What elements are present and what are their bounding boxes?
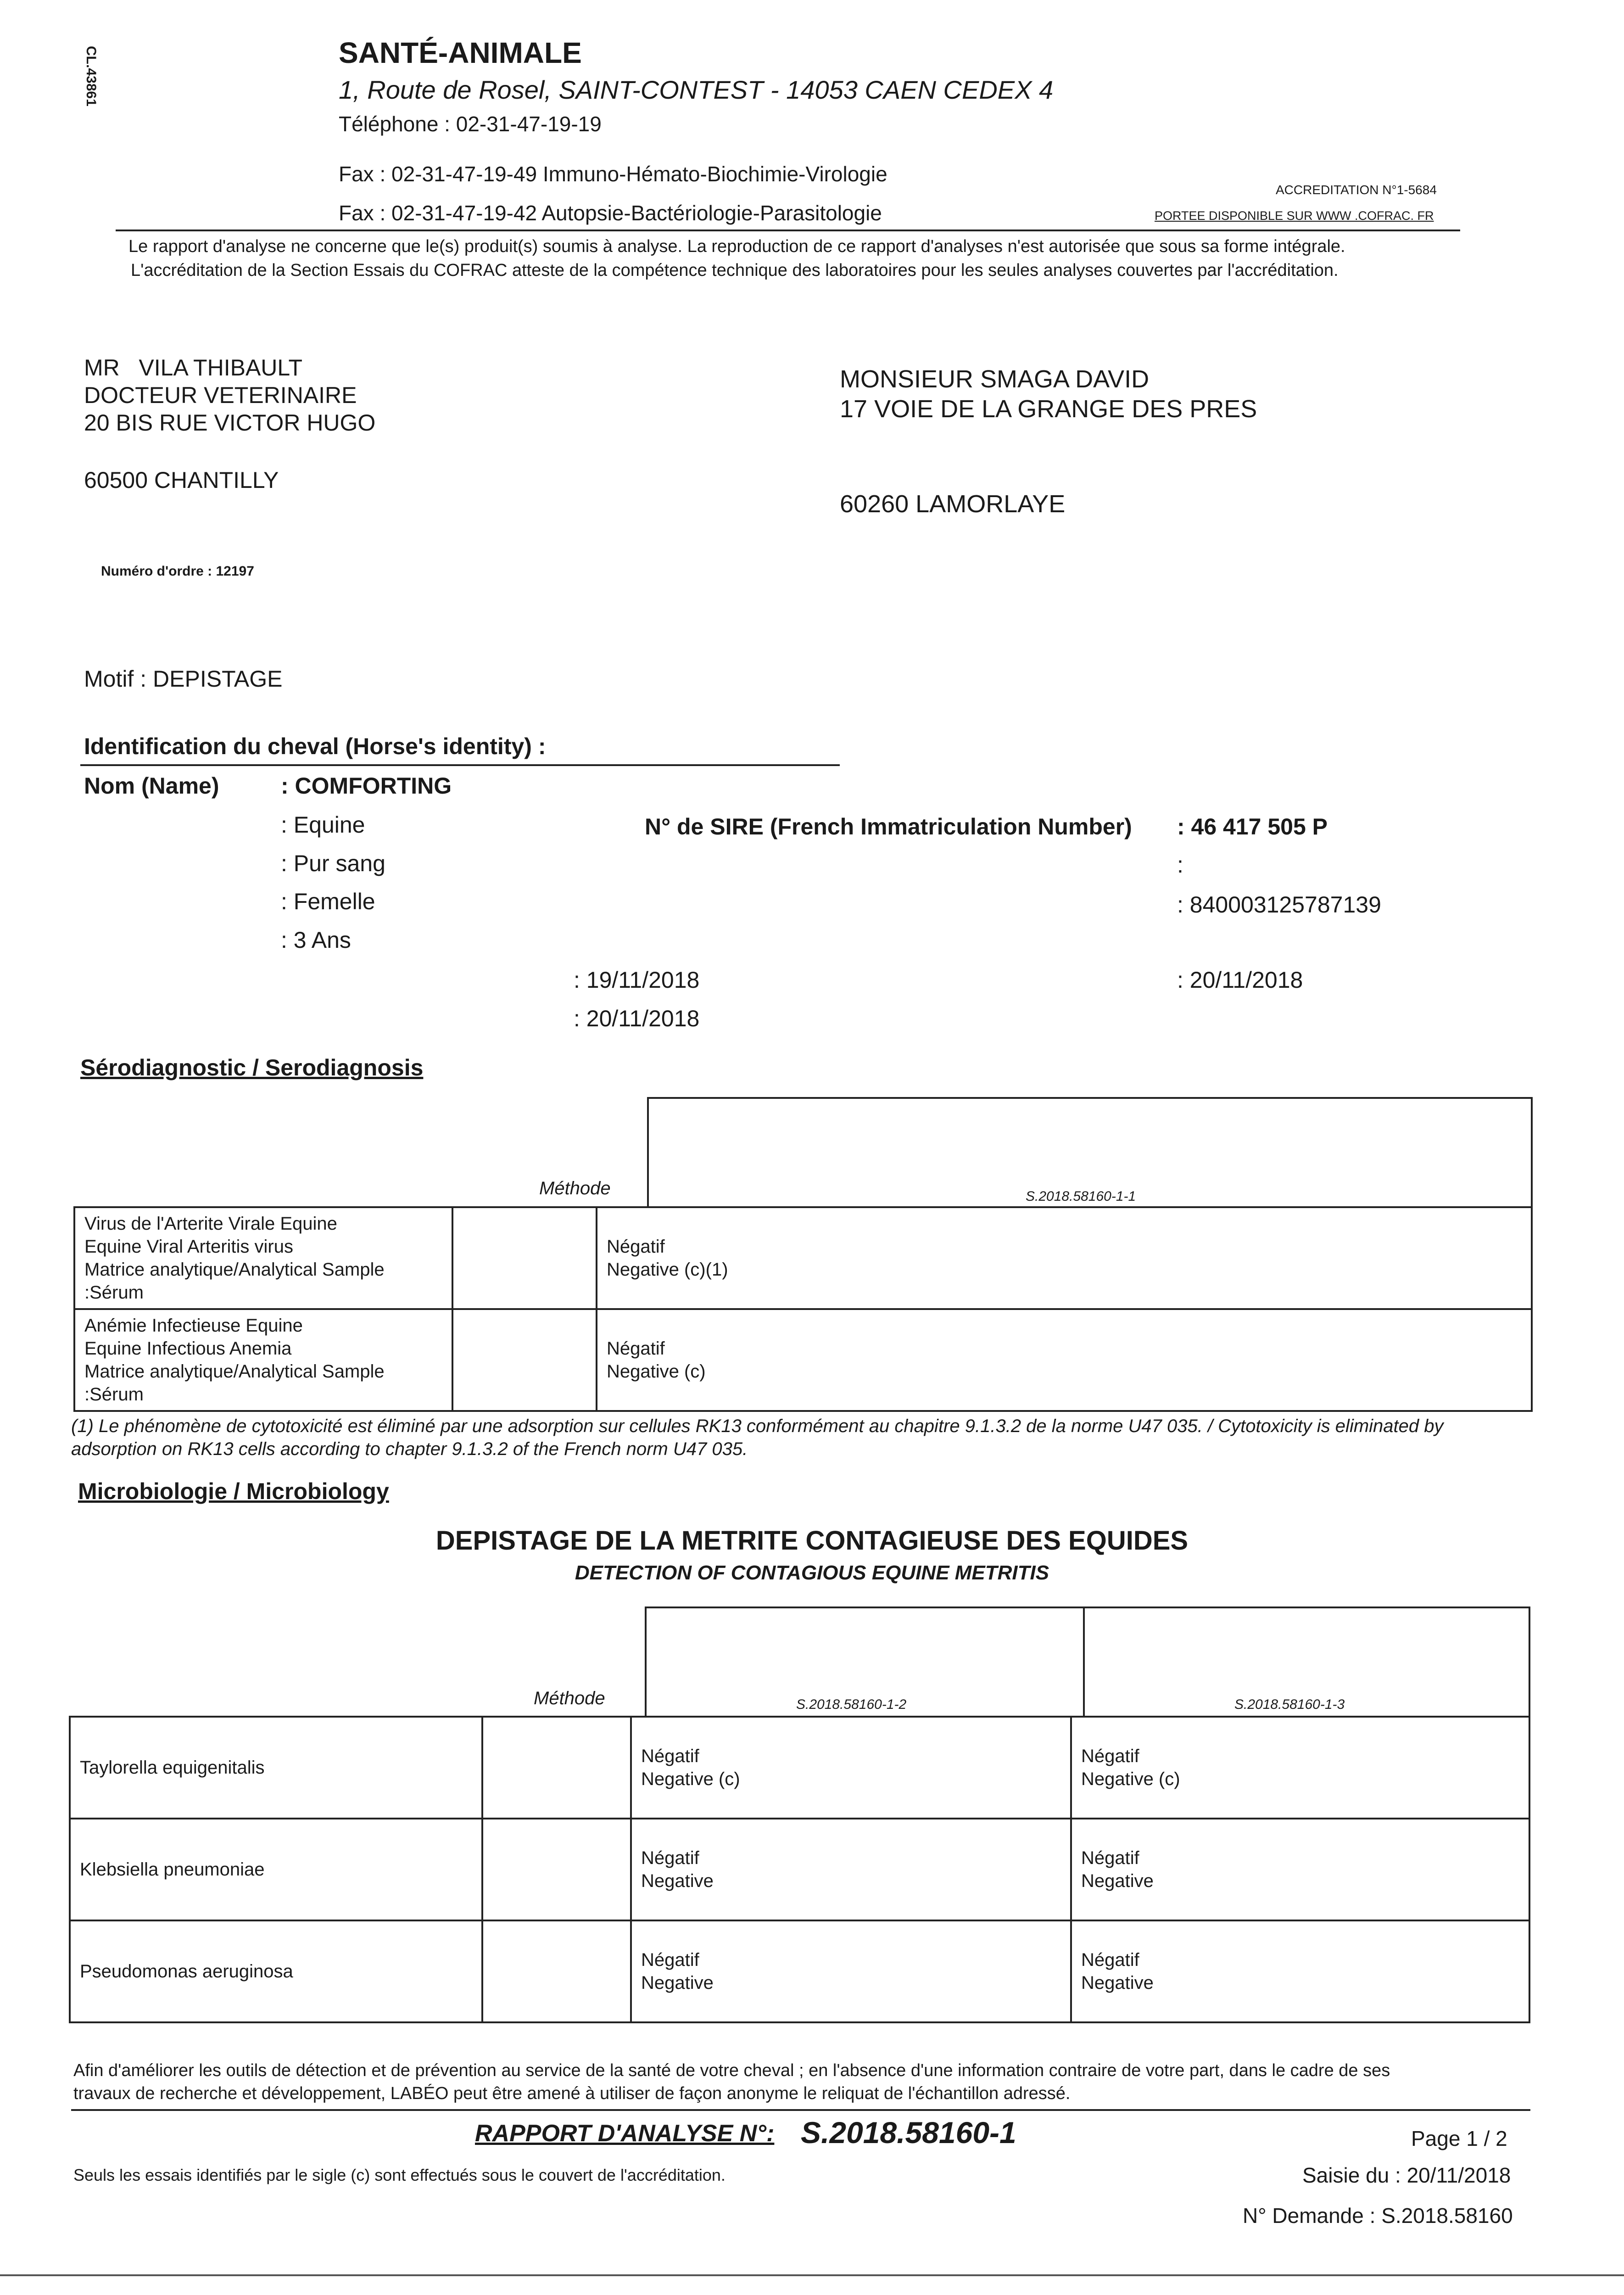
result-en: Negative (c)(1) xyxy=(607,1259,728,1280)
serology-sample-id: S.2018.58160-1-1 xyxy=(1026,1189,1136,1204)
micro-table xyxy=(69,1716,1530,2023)
result-fr: Négatif xyxy=(641,1746,699,1766)
lab-name: SANTÉ-ANIMALE xyxy=(339,36,582,69)
disclaimer-line-2: L'accréditation de la Section Essais du COFRAC atteste de la compétence technique des laboratoires pour les seules analyses couvertes par l'accréditation. xyxy=(131,261,1339,280)
micro-header-left xyxy=(645,1606,647,1717)
horse-breed: : Pur sang xyxy=(281,851,385,876)
method-cell xyxy=(482,1717,631,1819)
owner-city: 60260 LAMORLAYE xyxy=(840,490,1066,518)
table-row xyxy=(70,1920,1529,2022)
vet-street: 20 BIS RUE VICTOR HUGO xyxy=(84,410,376,436)
horse-name-label: Nom (Name) xyxy=(84,773,219,799)
date-reception: : 20/11/2018 xyxy=(574,1006,700,1031)
serology-header-top xyxy=(647,1097,1533,1099)
lab-fax-1: Fax : 02-31-47-19-49 Immuno-Hémato-Biochimie-Virologie xyxy=(339,162,887,186)
lab-fax-2: Fax : 02-31-47-19-42 Autopsie-Bactériologie-Parasitologie xyxy=(339,201,882,225)
page-number: Page 1 / 2 xyxy=(1411,2127,1507,2150)
vet-name: MR VILA THIBAULT xyxy=(84,355,303,381)
sample-matrix: Matrice analytique/Analytical Sample :Sérum xyxy=(84,1361,385,1405)
table-row xyxy=(70,1717,1529,1819)
lab-address: 1, Route de Rosel, SAINT-CONTEST - 14053 CAEN CEDEX 4 xyxy=(339,75,1054,104)
date-analysis: : 20/11/2018 xyxy=(1177,967,1303,993)
result-en: Negative (c) xyxy=(641,1769,740,1789)
micro-title: Microbiologie / Microbiology xyxy=(78,1478,389,1504)
disclaimer-line-1: Le rapport d'analyse ne concerne que le(s) produit(s) soumis à analyse. La reproduction de ce rapport d'analyses n'est autorisée que sous sa forme intégrale. xyxy=(128,237,1345,256)
method-cell xyxy=(452,1207,597,1309)
table-row xyxy=(74,1207,1532,1309)
serology-title: Sérodiagnostic / Serodiagnosis xyxy=(80,1055,424,1080)
result-en: Negative xyxy=(1081,1973,1154,1993)
vet-city: 60500 CHANTILLY xyxy=(84,467,279,493)
sample-matrix: Matrice analytique/Analytical Sample :Sérum xyxy=(84,1259,385,1303)
sire-value: : 46 417 505 P xyxy=(1177,814,1328,840)
order-number: Numéro d'ordre : 12197 xyxy=(101,564,254,579)
result-en: Negative (c) xyxy=(1081,1769,1180,1789)
result-en: Negative xyxy=(641,1973,714,1993)
report-label: RAPPORT D'ANALYSE N°: xyxy=(475,2120,775,2147)
motif: Motif : DEPISTAGE xyxy=(84,666,283,692)
organism-name: Taylorella equigenitalis xyxy=(80,1758,265,1778)
cofrac-link[interactable]: PORTEE DISPONIBLE SUR WWW .COFRAC. FR xyxy=(1155,209,1434,223)
vet-title: DOCTEUR VETERINAIRE xyxy=(84,382,357,408)
date-sampling: : 19/11/2018 xyxy=(574,967,700,993)
micro-method-label: Méthode xyxy=(534,1688,605,1708)
owner-street: 17 VOIE DE LA GRANGE DES PRES xyxy=(840,395,1257,423)
result-fr: Négatif xyxy=(641,1848,699,1868)
serology-header-right xyxy=(1531,1097,1533,1207)
accreditation-note: Seuls les essais identifiés par le sigle (c) sont effectués sous le couvert de l'accréditation. xyxy=(73,2166,725,2184)
result-fr: Négatif xyxy=(1081,1746,1139,1766)
micro-sample-2: S.2018.58160-1-3 xyxy=(1234,1697,1345,1712)
saisie-date: Saisie du : 20/11/2018 xyxy=(1302,2163,1511,2187)
horse-age: : 3 Ans xyxy=(281,927,351,953)
micro-subheading: DETECTION OF CONTAGIOUS EQUINE METRITIS xyxy=(575,1562,1049,1584)
research-note-line-2: travaux de recherche et développement, LABÉO peut être amené à utiliser de façon anonyme le reliquat de l'échantillon adressé. xyxy=(73,2084,1071,2103)
horse-section-rule xyxy=(80,764,840,766)
horse-sex: : Femelle xyxy=(281,889,375,914)
result-fr: Négatif xyxy=(641,1950,699,1970)
footer-rule xyxy=(71,2109,1530,2111)
table-row xyxy=(70,1819,1529,1920)
horse-section-title: Identification du cheval (Horse's identity) : xyxy=(84,733,546,759)
sire-label: N° de SIRE (French Immatriculation Number) xyxy=(645,814,1132,840)
header-rule xyxy=(116,230,1460,231)
method-cell xyxy=(482,1920,631,2022)
result-fr: Négatif xyxy=(607,1237,665,1257)
test-name-en: Equine Viral Arteritis virus xyxy=(84,1237,293,1257)
micro-header-right xyxy=(1529,1606,1530,1717)
result-en: Negative xyxy=(641,1871,714,1891)
side-document-code: CL.43861 xyxy=(84,46,99,106)
research-note-line-1: Afin d'améliorer les outils de détection et de prévention au service de la santé de votre cheval ; en l'absence d'une information contraire de votre part, dans le cadre de ses xyxy=(73,2061,1390,2080)
micro-sample-1: S.2018.58160-1-2 xyxy=(796,1697,907,1712)
organism-name: Pseudomonas aeruginosa xyxy=(80,1961,293,1982)
micro-header-top xyxy=(645,1606,1530,1608)
serology-footnote-2: adsorption on RK13 cells according to chapter 9.1.3.2 of the French norm U47 035. xyxy=(71,1439,748,1459)
owner-name: MONSIEUR SMAGA DAVID xyxy=(840,365,1150,393)
chip-number: : 840003125787139 xyxy=(1177,892,1381,918)
serology-method-label: Méthode xyxy=(539,1178,611,1198)
lab-phone: Téléphone : 02-31-47-19-19 xyxy=(339,112,602,136)
serology-table xyxy=(73,1206,1533,1412)
test-name-en: Equine Infectious Anemia xyxy=(84,1338,292,1359)
test-name-fr: Virus de l'Arterite Virale Equine xyxy=(84,1214,337,1234)
page-bottom-rule xyxy=(0,2274,1624,2276)
method-cell xyxy=(482,1819,631,1920)
result-fr: Négatif xyxy=(1081,1848,1139,1868)
result-en: Negative (c) xyxy=(607,1361,706,1382)
serology-footnote-1: (1) Le phénomène de cytotoxicité est éliminé par une adsorption sur cellules RK13 conformément au chapitre 9.1.3.2 de la norme U47 035. / Cytotoxicity is eliminated by xyxy=(71,1416,1444,1436)
blank-field: : xyxy=(1177,852,1183,878)
horse-name-value: : COMFORTING xyxy=(281,773,452,799)
micro-heading: DEPISTAGE DE LA METRITE CONTAGIEUSE DES EQUIDES xyxy=(435,1526,1189,1556)
organism-name: Klebsiella pneumoniae xyxy=(80,1859,265,1880)
result-en: Negative xyxy=(1081,1871,1154,1891)
accreditation-number: ACCREDITATION N°1-5684 xyxy=(1276,183,1437,197)
micro-header-mid xyxy=(1083,1606,1085,1717)
serology-header-left xyxy=(647,1097,649,1207)
report-number: S.2018.58160-1 xyxy=(801,2116,1016,2149)
result-fr: Négatif xyxy=(607,1338,665,1359)
result-fr: Négatif xyxy=(1081,1950,1139,1970)
demande-number: N° Demande : S.2018.58160 xyxy=(1243,2204,1513,2228)
test-name-fr: Anémie Infectieuse Equine xyxy=(84,1315,303,1336)
horse-species: : Equine xyxy=(281,812,365,838)
method-cell xyxy=(452,1309,597,1411)
table-row xyxy=(74,1309,1532,1411)
